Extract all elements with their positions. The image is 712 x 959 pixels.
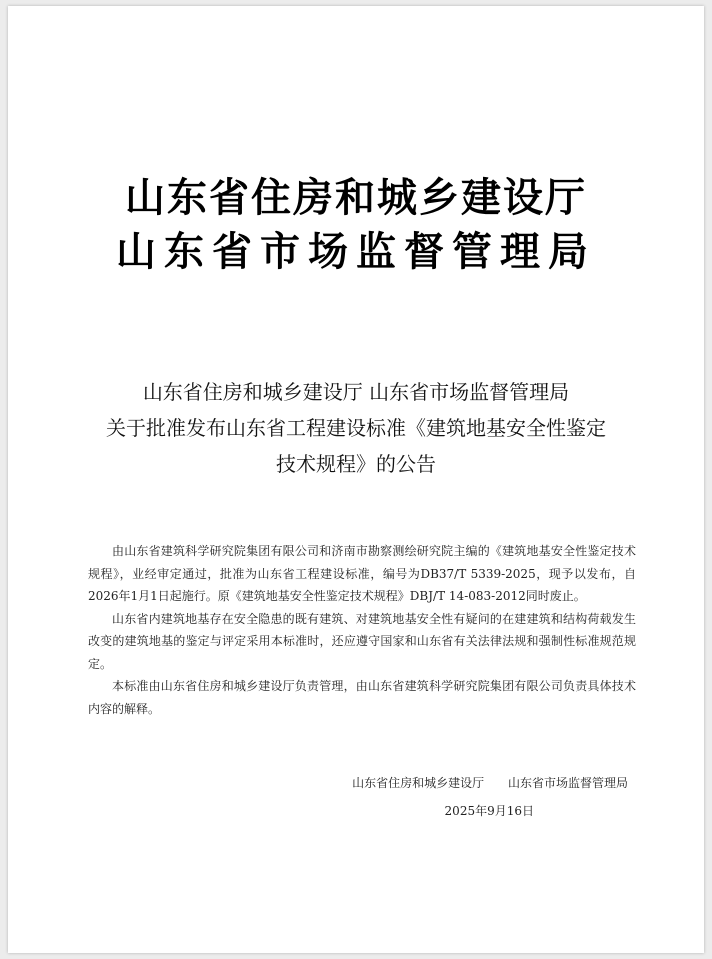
announcement-title-line3: 技术规程》的公告 bbox=[276, 452, 436, 476]
issuer-header-market: 山东省市场监督管理局 bbox=[116, 229, 596, 275]
body-paragraph-3: 本标准由山东省住房和城乡建设厅负责管理，由山东省建筑科学研究院集团有限公司负责具体技术内容的解释。 bbox=[88, 679, 636, 716]
signature-date: 2025年9月16日 bbox=[444, 804, 534, 818]
issuer-header-housing: 山东省住房和城乡建设厅 bbox=[125, 175, 587, 221]
signature-block bbox=[328, 774, 628, 791]
announcement-title-line2: 关于批准发布山东省工程建设标准《建筑地基安全性鉴定 bbox=[106, 416, 606, 440]
signature-org-housing: 山东省住房和城乡建设厅 bbox=[352, 776, 485, 790]
body-paragraph-2: 山东省内建筑地基存在安全隐患的既有建筑、对建筑地基安全性有疑问的在建建筑和结构荷载发生改变的建筑地基的鉴定与评定采用本标准时，还应遵守国家和山东省有关法律法规和强制性标准规范规定。 bbox=[88, 611, 636, 671]
document-page bbox=[8, 6, 704, 953]
announcement-title-line1: 山东省住房和城乡建设厅 山东省市场监督管理局 bbox=[142, 380, 570, 404]
announcement-body bbox=[88, 540, 636, 720]
signature-org-market: 山东省市场监督管理局 bbox=[507, 776, 628, 790]
body-paragraph-1: 由山东省建筑科学研究院集团有限公司和济南市勘察测绘研究院主编的《建筑地基安全性鉴定技术规程》，业经审定通过，批准为山东省工程建设标准，编号为DB37/T 5339-2025，现予以发布，自2026年1月1日起施行。原《建筑地基安全性鉴定技术规程》DBJ/T 14-083-2012同时废止。 bbox=[88, 544, 636, 603]
